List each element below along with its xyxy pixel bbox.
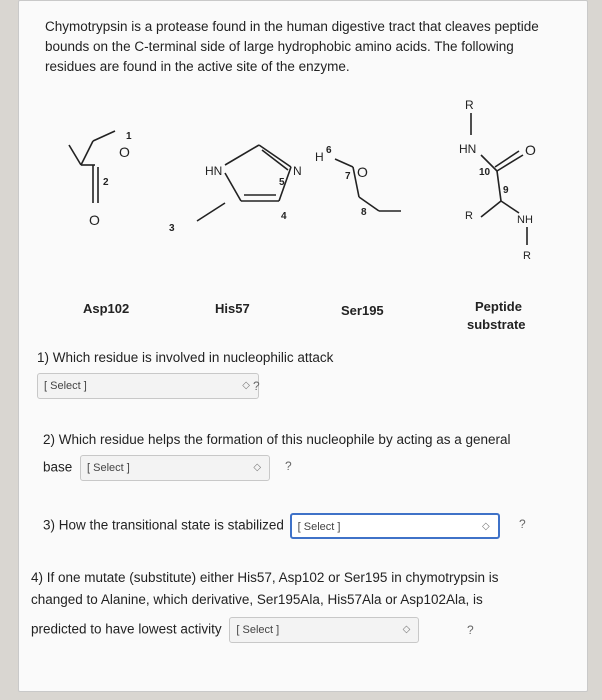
num-5: 5 bbox=[279, 177, 285, 188]
question-2-text-line1: 2) Which residue helps the formation of this nucleophile by acting as a general bbox=[43, 432, 511, 447]
his57-structure bbox=[197, 145, 291, 221]
pep-nh-atom: NH bbox=[517, 214, 533, 226]
question-1-text: 1) Which residue is involved in nucleophilic attack bbox=[37, 350, 334, 365]
question-4 bbox=[31, 567, 583, 643]
question-3-text: 3) How the transitional state is stabilized bbox=[43, 517, 284, 533]
question-4-text-line3: predicted to have lowest activity bbox=[31, 621, 222, 637]
question-3 bbox=[43, 513, 583, 539]
ser-h-atom: H bbox=[315, 150, 324, 164]
pep-r-top-atom: R bbox=[465, 98, 474, 112]
select-label: [ Select ] bbox=[87, 462, 130, 474]
question-4-text-line1: 4) If one mutate (substitute) either His57, Asp102 or Ser195 in chymotrypsin is bbox=[31, 570, 499, 585]
label-asp102: Asp102 bbox=[83, 301, 130, 316]
question-2-help-icon[interactable]: ? bbox=[285, 459, 292, 473]
question-4-text-line2: changed to Alanine, which derivative, Ser195Ala, His57Ala or Asp102Ala, is bbox=[31, 592, 483, 607]
question-3-select[interactable] bbox=[290, 513, 500, 539]
num-3: 3 bbox=[169, 223, 175, 234]
question-card bbox=[18, 0, 588, 692]
label-peptide: Peptide bbox=[475, 299, 522, 314]
his-hn-atom: HN bbox=[205, 164, 223, 178]
question-2-text-line2: base bbox=[43, 459, 73, 475]
up-down-chevron-icon: ◇ bbox=[242, 380, 250, 391]
select-label: [ Select ] bbox=[236, 624, 280, 636]
up-down-chevron-icon: ◇ bbox=[253, 462, 262, 473]
question-1-select[interactable] bbox=[37, 373, 259, 399]
num-2: 2 bbox=[103, 177, 109, 188]
question-1-help-icon[interactable]: ? bbox=[253, 379, 260, 393]
question-4-help-icon[interactable]: ? bbox=[467, 623, 474, 637]
question-1 bbox=[37, 347, 333, 399]
active-site-structures bbox=[29, 93, 577, 343]
pep-r-bottom-atom: R bbox=[523, 250, 531, 262]
num-7: 7 bbox=[345, 171, 351, 182]
intro-text: Chymotrypsin is a protease found in the human digestive tract that cleaves peptide bounds on the C-terminal side of large hydrophobic amino acids. The following residues are found in the active site of the enzyme. bbox=[45, 19, 539, 74]
asp-o2-atom: O bbox=[89, 212, 100, 228]
pep-hn-atom: HN bbox=[459, 142, 477, 156]
up-down-chevron-icon: ◇ bbox=[481, 521, 490, 532]
select-label: [ Select ] bbox=[44, 380, 87, 392]
select-label: [ Select ] bbox=[297, 521, 341, 533]
num-6: 6 bbox=[326, 145, 332, 156]
asp-o-atom: O bbox=[119, 144, 130, 160]
question-3-help-icon[interactable]: ? bbox=[519, 517, 526, 531]
question-2-select[interactable] bbox=[80, 455, 270, 481]
pep-r-left-atom: R bbox=[465, 210, 473, 222]
num-8: 8 bbox=[361, 207, 367, 218]
ser-o-atom: O bbox=[357, 164, 368, 180]
num-9: 9 bbox=[503, 185, 509, 196]
pep-o-atom: O bbox=[525, 142, 536, 158]
ser195-structure bbox=[335, 159, 401, 211]
label-his57: His57 bbox=[215, 301, 250, 316]
label-ser195: Ser195 bbox=[341, 303, 384, 318]
label-substrate: substrate bbox=[467, 317, 526, 332]
question-4-select[interactable] bbox=[229, 617, 419, 643]
up-down-chevron-icon: ◇ bbox=[402, 624, 411, 635]
asp102-structure bbox=[69, 131, 115, 203]
num-10: 10 bbox=[479, 167, 491, 178]
num-4: 4 bbox=[281, 211, 287, 222]
num-1: 1 bbox=[126, 131, 132, 142]
his-n-atom: N bbox=[293, 164, 302, 178]
question-2 bbox=[43, 429, 583, 481]
